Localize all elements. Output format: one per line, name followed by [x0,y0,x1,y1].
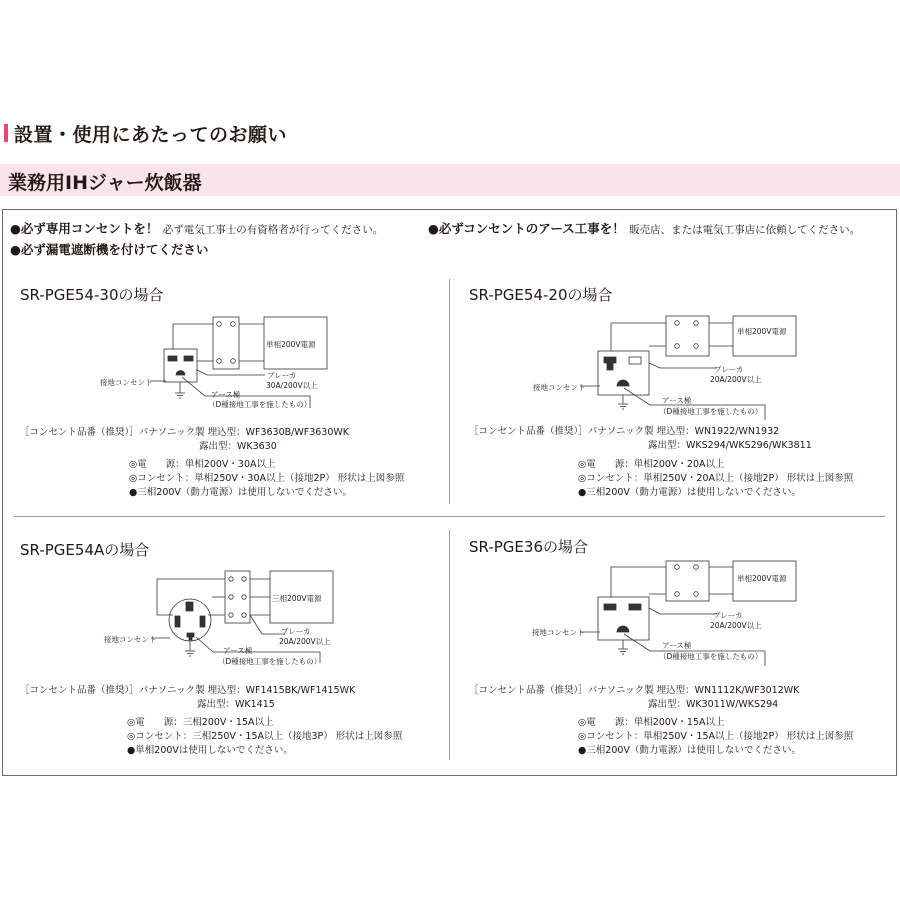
page-heading: 設置・使用にあたってのお願い [14,124,288,146]
panel-title: SR-PGE54Aの場合 [20,541,150,559]
spec-warning: ●三相200V（動力電源）は使用しないでください。 [578,745,801,756]
spec-warning: ●単相200Vは使用しないでください。 [127,745,293,756]
outlet-model-line1: ［コンセント品番（推奨）］パナソニック製 埋込型：WF3630B/WF3630WK [20,427,350,438]
spec-warning: ●三相200V（動力電源）は使用しないでください。 [578,487,801,498]
outlet-model-line1: ［コンセント品番（推奨）］パナソニック製 埋込型：WF1415BK/WF1415WK [20,685,356,696]
outlet-model-line2: 露出型：WK3011W/WKS294 [648,699,779,710]
earth-label: アース極 [223,646,253,655]
power-source-label: 単相200V電源 [737,327,787,336]
spec-outlet: ◎コンセント：単相250V・15A以上（接地2P） 形状は上図参照 [578,731,854,742]
panel-title: SR-PGE54-20の場合 [469,286,613,304]
spec-outlet: ◎コンセント：三相250V・15A以上（接地3P） 形状は上図参照 [127,731,403,742]
note-dedicated-outlet-text: 必ず電気工事士の有資格者が行ってください。 [162,224,384,236]
earth-label: アース極 [662,396,692,405]
note-earth-work-bold: ●必ずコンセントのアース工事を！ [428,221,625,236]
panel-title: SR-PGE36の場合 [469,538,588,556]
breaker-rating: 20A/200V以上 [710,621,762,630]
outlet-model-line2: 露出型：WKS294/WKS296/WK3811 [648,440,812,451]
note-dedicated-outlet-bold: ●必ず専用コンセントを！ [10,221,159,236]
outlet-model-line2: 露出型：WK1415 [197,699,275,710]
outlet-label: 接地コンセント [104,635,157,644]
outlet-model-line1: ［コンセント品番（推奨）］パナソニック製 埋込型：WN1112K/WF3012WK [469,685,800,696]
breaker-label: ブレーカ [713,611,743,620]
power-source-label: 単相200V電源 [266,340,316,349]
outlet-label: 接地コンセント [533,383,586,392]
power-source-label: 三相200V電源 [272,594,322,603]
breaker-label: ブレーカ [267,371,297,380]
outlet-label: 接地コンセント [532,628,585,637]
breaker-label: ブレーカ [714,365,744,374]
spec-power: ◎電 源：三相200V・15A以上 [127,717,274,728]
product-category-title: 業務用IHジャー炊飯器 [8,172,202,194]
note-leak-breaker: ●必ず漏電遮断機を付けてください [10,242,209,257]
breaker-rating: 20A/200V以上 [279,637,331,646]
spec-power: ◎電 源：単相200V・20A以上 [578,459,725,470]
power-source-label: 単相200V電源 [737,574,787,583]
outlet-model-line1: ［コンセント品番（推奨）］パナソニック製 埋込型：WN1922/WN1932 [469,426,780,437]
spec-warning: ●三相200V（動力電源）は使用しないでください。 [129,487,352,498]
earth-note: （D種接地工事を施したもの） [659,652,763,661]
earth-label: アース極 [211,390,241,399]
earth-label: アース極 [662,641,692,650]
note-earth-work-text: 販売店、または電気工事店に依頼してください。 [629,224,861,236]
earth-note: （D種接地工事を施したもの） [659,407,763,416]
breaker-label: ブレーカ [281,627,311,636]
outlet-label: 接地コンセント [100,378,153,387]
spec-power: ◎電 源：単相200V・30A以上 [129,459,276,470]
spec-outlet: ◎コンセント：単相250V・30A以上（接地2P） 形状は上図参照 [129,473,405,484]
earth-note: （D種接地工事を施したもの） [218,657,322,666]
breaker-rating: 30A/200V以上 [266,381,318,390]
spec-outlet: ◎コンセント：単相250V・20A以上（接地2P） 形状は上図参照 [578,473,854,484]
breaker-rating: 20A/200V以上 [710,375,762,384]
spec-power: ◎電 源：単相200V・15A以上 [578,717,725,728]
outlet-model-line2: 露出型：WK3630 [199,441,277,452]
earth-note: （D種接地工事を施したもの） [208,400,312,409]
panel-title: SR-PGE54-30の場合 [20,286,164,304]
